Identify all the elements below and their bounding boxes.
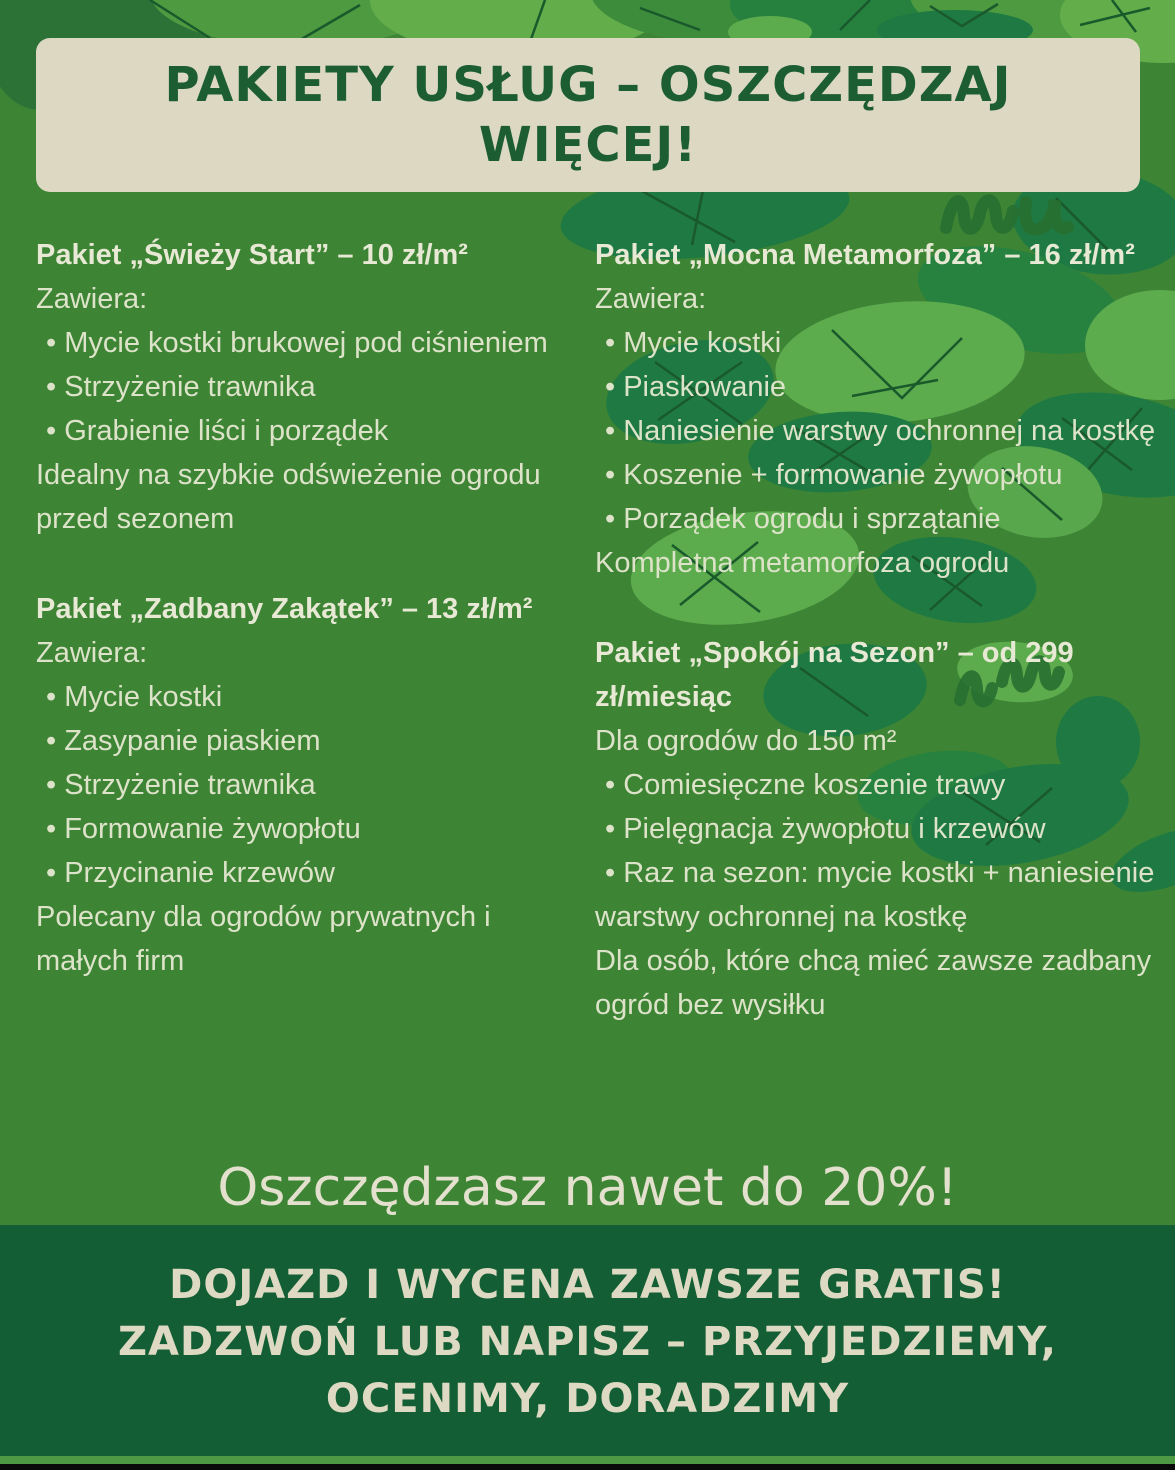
package-note: Kompletna metamorfoza ogrodu <box>595 547 1010 579</box>
package-item: • Naniesienie warstwy ochronnej na kostkę <box>595 409 1175 453</box>
package-item: • Mycie kostki brukowej pod ciśnieniem <box>36 321 563 365</box>
package-intro: Zawiera: <box>36 283 148 315</box>
header-title-line2: WIĘCEJ! <box>478 117 698 173</box>
package-title: Pakiet „Mocna Metamorfoza” – 16 zł/m² <box>595 239 1135 271</box>
package-title: Pakiet „Zadbany Zakątek” – 13 zł/m² <box>36 593 533 625</box>
footer-line1: DOJAZD I WYCENA ZAWSZE GRATIS! <box>169 1262 1006 1308</box>
package-item: • Koszenie + formowanie żywopłotu <box>595 453 1175 497</box>
package-spokoj-na-sezon <box>595 631 1175 1027</box>
package-note: Idealny na szybkie odświeżenie ogrodu przed sezonem <box>36 459 541 535</box>
package-intro: Zawiera: <box>36 637 148 669</box>
package-item: • Formowanie żywopłotu <box>36 807 563 851</box>
bottom-black-strip <box>0 1464 1175 1470</box>
package-item: • Piaskowanie <box>595 365 1175 409</box>
header-title-line1: PAKIETY USŁUG – OSZCZĘDZAJ <box>164 57 1012 113</box>
footer-line2: ZADZWOŃ LUB NAPISZ – PRZYJEDZIEMY, <box>118 1319 1057 1365</box>
package-mocna-metamorfoza <box>595 233 1175 585</box>
package-item: • Porządek ogrodu i sprzątanie <box>595 497 1175 541</box>
package-item: • Strzyżenie trawnika <box>36 763 563 807</box>
packages-column-right <box>595 233 1175 1027</box>
package-note: Polecany dla ogrodów prywatnych i małych firm <box>36 901 491 977</box>
footer-line3: OCENIMY, DORADZIMY <box>325 1376 850 1422</box>
footer-banner <box>0 1225 1175 1456</box>
bottom-green-strip <box>0 1456 1175 1464</box>
package-item: • Zasypanie piaskiem <box>36 719 563 763</box>
package-intro: Dla ogrodów do 150 m² <box>595 725 897 757</box>
package-swiezy-start <box>36 233 563 541</box>
package-item: • Comiesięczne koszenie trawy <box>595 763 1175 807</box>
package-item: • Pielęgnacja żywopłotu i krzewów <box>595 807 1175 851</box>
package-item: • Mycie kostki <box>595 321 1175 365</box>
package-note: Dla osób, które chcą mieć zawsze zadbany ogród bez wysiłku <box>595 945 1152 1021</box>
package-item: • Przycinanie krzewów <box>36 851 563 895</box>
package-title: Pakiet „Spokój na Sezon” – od 299 zł/miesiąc <box>595 637 1074 713</box>
watermark-script-wu <box>946 200 1068 230</box>
savings-highlight: Oszczędzasz nawet do 20%! <box>217 1158 958 1218</box>
package-title: Pakiet „Świeży Start” – 10 zł/m² <box>36 239 468 271</box>
package-item: • Mycie kostki <box>36 675 563 719</box>
package-item: • Raz na sezon: mycie kostki + naniesienie warstwy ochronnej na kostkę <box>595 851 1175 939</box>
package-zadbany-zakatek <box>36 587 563 983</box>
packages-column-left <box>36 233 563 983</box>
package-item: • Grabienie liści i porządek <box>36 409 563 453</box>
package-intro: Zawiera: <box>595 283 707 315</box>
package-item: • Strzyżenie trawnika <box>36 365 563 409</box>
header-banner <box>36 38 1140 192</box>
